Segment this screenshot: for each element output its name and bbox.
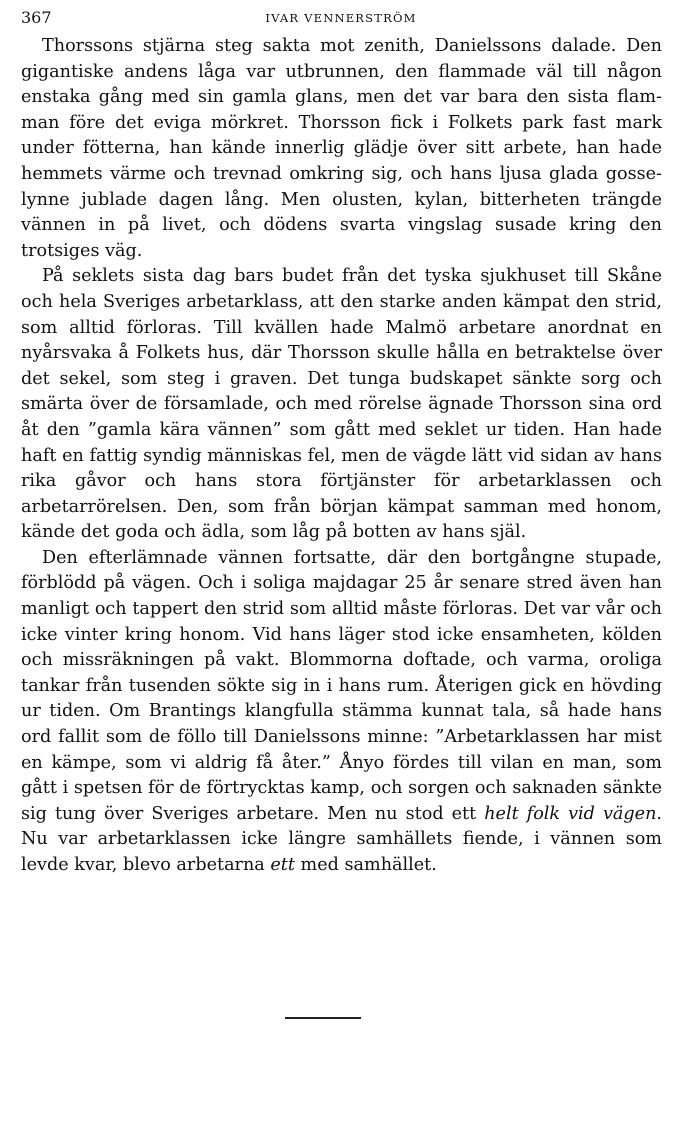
paragraph-2: På seklets sista dag bars budet från det tyska sjukhuset till Skåne och hela Sveriges arbetarklass, att den starke anden kämpat den strid, som alltid förloras. Till kvällen hade Malmö arbetare anordnat en nyårsvaka å Folkets hus, där Thorsson skulle hålla en betraktelse över det sekel, som steg i graven. Det tunga budskapet sänkte sorg och smärta över de församlade, och med rörelse ägnade Thorsson sina ord åt den ”gamla kära vännen” som gått med seklet ur tiden. Han hade haft en fattig syndig människas fel, men de vägde lätt vid sidan av hans rika gåvor och hans stora förtjänster för arbetarklassen och arbetarrörelsen. Den, som från början kämpat samman med honom, kände det goda och ädla, som låg på botten av hans själ. (21, 266, 662, 543)
paragraph-1: Thorssons stjärna steg sakta mot zenith, Danielssons dalade. Den gigantiske andens låga var utbrunnen, den flammade väl till någon enstaka gång med sin gamla glans, men det var bara den sista flamman före det eviga mörkret. Thorsson fick i Folkets park fast mark under fötterna, han kände innerlig glädje över sitt arbete, han hade hemmets värme och trevnad omkring sig, och hans ljusa glada gosselynne jublade dagen lång. Men olusten, kylan, bitterheten trängde vännen in på livet, och dödens svarta vingslag susade kring den trotsiges väg. (21, 36, 662, 261)
page-header (21, 8, 661, 30)
paragraph-3-text-after: med samhället. (294, 855, 437, 875)
paragraph-3-text-before: Den efterlämnade vännen fortsatte, där den bortgångne stupade, förblödd på vägen. Och i soliga majdagar 25 år senare stred även han manligt och tappert den strid som alltid måste förloras. Det var vår och icke vinter kring honom. Vid hans läger stod icke ensamheten, kölden och missräkningen på vakt. Blommorna doftade, och varma, oroliga tankar från tusenden sökte sig in i hans rum. Återigen gick en hövding ur tiden. Om Brantings klangfulla stämma kunnat tala, så hade hans ord fallit som de föllo till Danielssons minne: ”Arbetarklassen har mist en kämpe, som vi aldrig få åter.” Ånyo fördes till vilan en man, som gått i spetsen för de förtrycktas kamp, och sorgen och saknaden sänkte sig tung över Sveriges arbetare. Men nu stod ett (21, 547, 662, 824)
emphasis-ett: ett (270, 855, 295, 875)
page-number: 367 (21, 8, 52, 27)
section-end-rule (285, 1017, 361, 1019)
paragraph-3-text-middle: Nu var arbetarklassen icke längre samhällets fiende, i vännen som levde kvar, blevo arbetarna (21, 829, 662, 875)
body-text (21, 34, 662, 879)
paragraph-3 (21, 546, 662, 879)
running-head: IVAR VENNERSTRÖM (265, 11, 417, 25)
emphasis-helt-folk: helt folk vid vägen. (484, 803, 662, 824)
